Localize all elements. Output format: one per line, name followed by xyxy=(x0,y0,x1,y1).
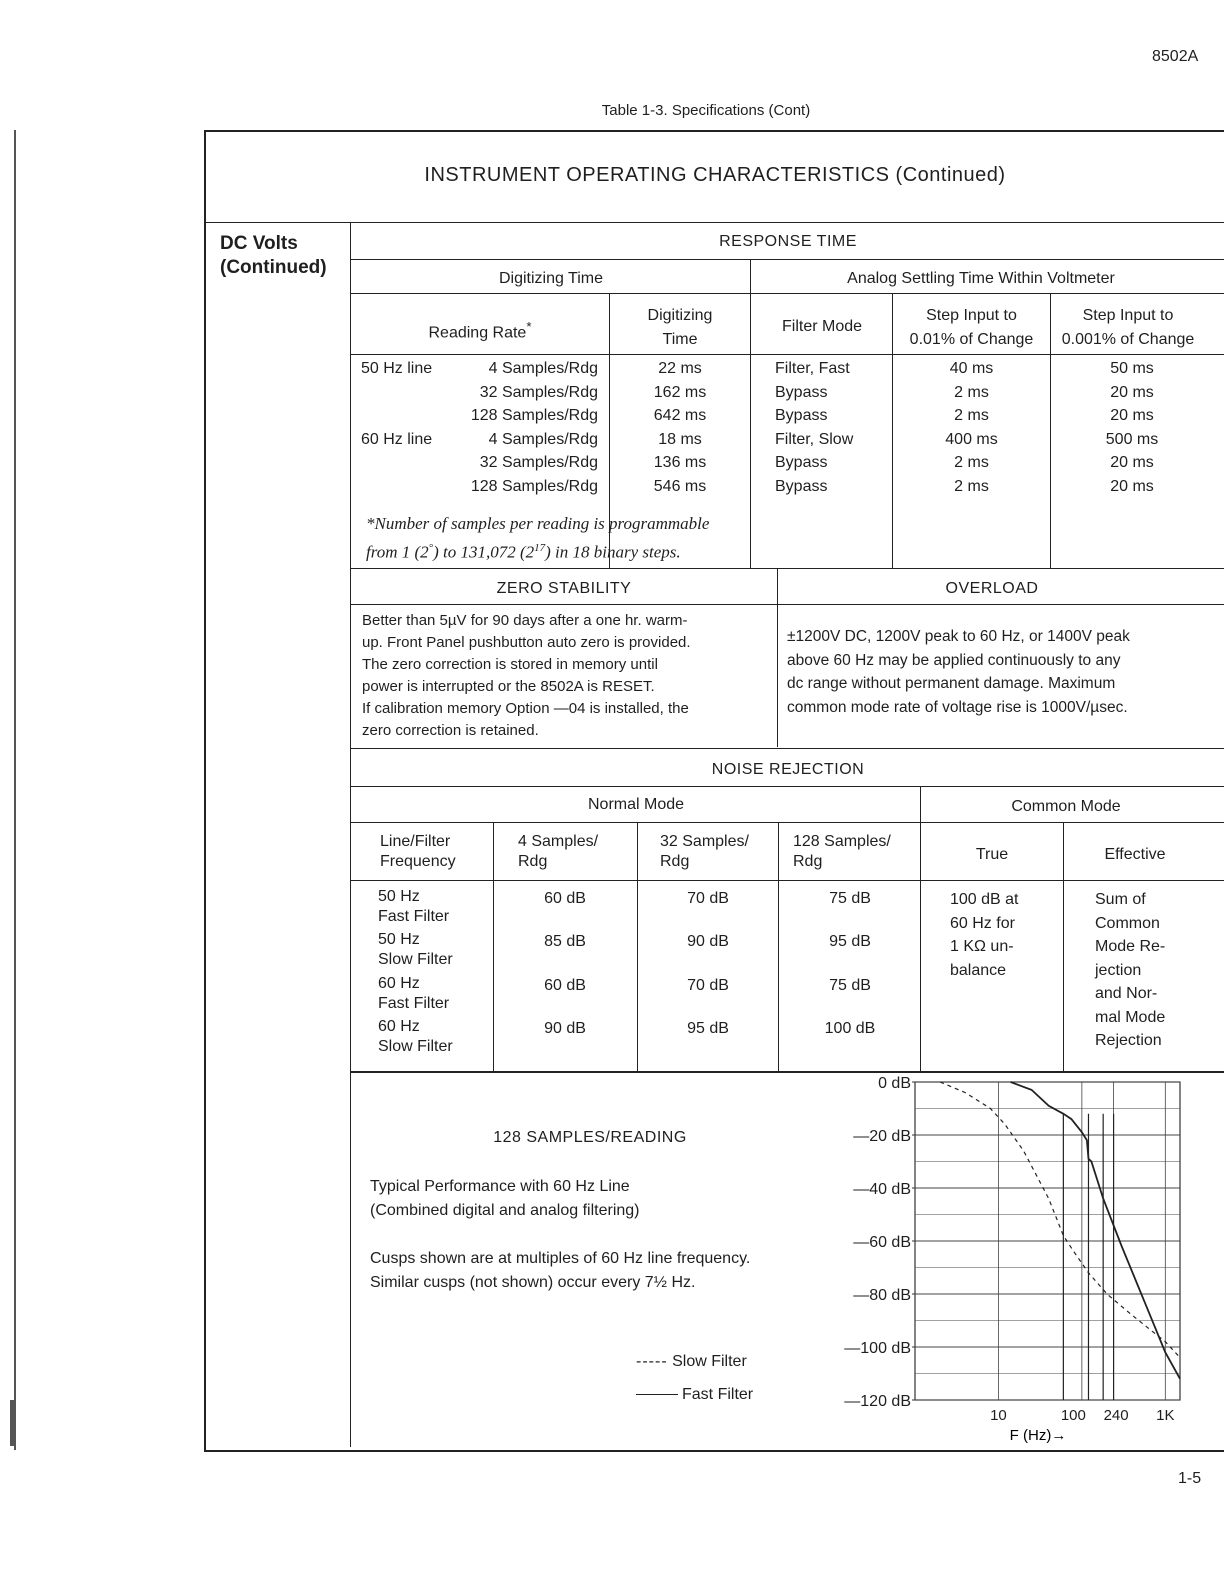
frequency-line: 50 Hz xyxy=(378,931,420,949)
samples-128-header xyxy=(793,832,919,872)
digitizing-time: 162 ms xyxy=(653,383,707,401)
filter-line: Slow Filter xyxy=(378,951,453,969)
effective-common-mode-text xyxy=(1095,888,1205,1053)
samples-32-header xyxy=(660,832,778,872)
reading-rate: 32 Samples/Rdg xyxy=(479,454,598,472)
rejection-32-samples: 70 dB xyxy=(687,890,729,907)
chart-series xyxy=(940,1082,1180,1379)
cusp-note xyxy=(370,1247,830,1295)
frequency-line: 50 Hz xyxy=(378,888,420,905)
solid-line-swatch xyxy=(636,1394,678,1395)
cell-line: mal Mode xyxy=(1095,1008,1166,1026)
step-0.001-time: 20 ms xyxy=(1110,478,1154,495)
true-header: True xyxy=(975,846,1009,863)
step-0.01-time: 2 ms xyxy=(954,383,989,401)
document-id: 8502A xyxy=(1152,48,1199,65)
paragraph-line: power is interrupted or the 8502A is RESET. xyxy=(362,678,655,695)
step-0.01-time: 40 ms xyxy=(949,360,994,377)
cell-line: Rejection xyxy=(1095,1032,1162,1049)
rejection-32-samples: 90 dB xyxy=(687,933,729,951)
line-filter-frequency xyxy=(378,887,492,927)
header-line: Digitizing xyxy=(647,307,713,324)
cell-line: 1 KΩ un- xyxy=(950,938,1014,955)
analog-settling-title: Analog Settling Time Within Voltmeter xyxy=(847,270,1115,287)
y-tick-label: —120 dB xyxy=(844,1393,911,1410)
reading-rate: 128 Samples/Rdg xyxy=(470,407,598,425)
description-line: Typical Performance with 60 Hz Line xyxy=(370,1178,630,1195)
rejection-4-samples: 90 dB xyxy=(544,1019,586,1037)
header-line: 4 Samples/ xyxy=(518,833,599,850)
footnote-marker: * xyxy=(526,319,532,334)
overload-text xyxy=(787,625,1197,719)
header-line: 0.01% of Change xyxy=(909,330,1034,348)
reading-rate: 128 Samples/Rdg xyxy=(470,478,598,495)
digitizing-time: 136 ms xyxy=(653,454,707,472)
cell-line: 60 Hz for xyxy=(950,914,1015,932)
filter-line: Fast Filter xyxy=(378,994,450,1012)
header-line: 32 Samples/ xyxy=(660,833,749,850)
header-line: Time xyxy=(662,330,698,348)
step-0.01-time: 400 ms xyxy=(945,430,998,448)
header-line: Frequency xyxy=(380,853,456,870)
true-common-mode-text xyxy=(950,888,1060,982)
x-axis-title: F (Hz)→ xyxy=(1009,1427,1067,1444)
x-tick-label: 240 xyxy=(1103,1407,1129,1424)
reading-rate: 32 Samples/Rdg xyxy=(479,383,598,401)
common-mode-title: Common Mode xyxy=(1011,798,1121,815)
y-tick-label: 0 dB xyxy=(878,1075,911,1092)
footnote-line: *Number of samples per reading is programmable xyxy=(366,514,710,533)
zero-stability-text xyxy=(362,610,766,742)
reading-rate-header xyxy=(352,315,608,345)
line-filter-frequency xyxy=(378,930,492,970)
legend-slow-filter xyxy=(636,1350,836,1374)
header-line: Rdg xyxy=(793,853,823,870)
dashed-line-swatch: ----- xyxy=(636,1353,668,1370)
cell-line: balance xyxy=(950,961,1007,979)
y-axis-labels xyxy=(844,1075,915,1410)
filter-line: Fast Filter xyxy=(378,908,450,925)
description-line: (Combined digital and analog filtering) xyxy=(370,1202,640,1219)
digitizing-time-header xyxy=(610,304,750,351)
paragraph-line: up. Front Panel pushbutton auto zero is provided. xyxy=(362,634,691,651)
footnote-line: from 1 (2°) to 131,072 $(2^{17})$ in 18 binary steps. xyxy=(366,542,681,562)
filter-mode-header: Filter Mode xyxy=(781,318,863,335)
rejection-128-samples: 100 dB xyxy=(824,1019,876,1037)
cell-line: Mode Re- xyxy=(1095,938,1166,955)
rejection-128-samples: 75 dB xyxy=(829,890,871,907)
binding-edge-mark xyxy=(10,1400,14,1446)
frequency-line: 60 Hz xyxy=(378,974,420,992)
y-tick-label: —60 dB xyxy=(853,1234,911,1251)
rejection-4-samples: 60 dB xyxy=(544,890,586,907)
paragraph-line: If calibration memory Option —04 is installed, the xyxy=(362,700,689,717)
effective-header: Effective xyxy=(1104,846,1166,863)
step-0.001-time: 20 ms xyxy=(1110,383,1154,401)
x-tick-label: 10 xyxy=(990,1407,1007,1424)
filter-line: Slow Filter xyxy=(378,1037,453,1055)
x-axis-labels xyxy=(990,1407,1174,1424)
note-line: Cusps shown are at multiples of 60 Hz line frequency. xyxy=(370,1250,751,1267)
cell-line: and Nor- xyxy=(1095,985,1158,1002)
step-0.001-time: 20 ms xyxy=(1110,454,1154,472)
line-filter-header xyxy=(380,832,492,872)
line-filter-frequency xyxy=(378,1017,492,1057)
paragraph-line: dc range without permanent damage. Maximum xyxy=(787,675,1116,692)
section-heading: INSTRUMENT OPERATING CHARACTERISTICS (Continued) xyxy=(424,164,1006,186)
paragraph-line: above 60 Hz may be applied continuously to any xyxy=(787,651,1121,669)
header-line: Rdg xyxy=(518,853,548,870)
header-line: Step Input to xyxy=(1082,307,1174,324)
digitizing-time-title: Digitizing Time xyxy=(498,270,604,287)
binding-edge-mark xyxy=(14,130,16,1450)
response-time-title: RESPONSE TIME xyxy=(719,233,857,250)
table-title: Table 1-3. Specifications (Cont) xyxy=(601,102,811,119)
line-frequency: 60 Hz line xyxy=(361,430,433,448)
step-0.01-time: 2 ms xyxy=(954,407,989,425)
chart-grid xyxy=(915,1082,1180,1400)
filter-mode: Bypass xyxy=(775,478,828,495)
reading-rate-label: Reading Rate xyxy=(428,324,527,342)
line-frequency: 50 Hz line xyxy=(361,360,433,377)
step-0.001-time: 500 ms xyxy=(1105,430,1159,448)
y-tick-label: —20 dB xyxy=(853,1128,911,1145)
y-tick-label: —40 dB xyxy=(853,1181,911,1198)
legend-label: Slow Filter xyxy=(672,1353,747,1370)
step-0.001-header xyxy=(1052,304,1204,351)
noise-rejection-title: NOISE REJECTION xyxy=(711,761,865,778)
step-0.001-time: 20 ms xyxy=(1110,407,1154,425)
filter-mode: Bypass xyxy=(775,454,828,472)
legend-fast-filter xyxy=(636,1383,836,1407)
digitizing-time: 18 ms xyxy=(658,430,702,448)
reading-rate: 4 Samples/Rdg xyxy=(488,360,598,377)
paragraph-line: zero correction is retained. xyxy=(362,722,539,739)
x-tick-label: 1K xyxy=(1156,1407,1175,1424)
dc-volts-label xyxy=(220,232,327,280)
fast-filter-curve xyxy=(1011,1082,1180,1379)
step-0.001-time: 50 ms xyxy=(1110,360,1154,377)
header-line: 128 Samples/ xyxy=(793,833,891,850)
legend-label: Fast Filter xyxy=(682,1386,754,1403)
filter-mode: Filter, Slow xyxy=(775,430,854,448)
chart-description xyxy=(370,1175,830,1223)
reading-rate: 4 Samples/Rdg xyxy=(488,430,598,448)
step-0.01-header xyxy=(894,304,1049,351)
frequency-response-chart xyxy=(820,1072,1224,1446)
slow-filter-curve xyxy=(940,1082,1180,1358)
step-0.01-time: 2 ms xyxy=(954,478,989,495)
cell-line: 100 dB at xyxy=(950,891,1019,908)
y-tick-label: —100 dB xyxy=(844,1340,911,1357)
normal-mode-title: Normal Mode xyxy=(587,796,685,813)
rejection-4-samples: 60 dB xyxy=(544,976,586,994)
left-label-line: (Continued) xyxy=(220,257,327,278)
overload-title: OVERLOAD xyxy=(945,580,1039,597)
page-number: 1-5 xyxy=(1178,1470,1202,1487)
note-line: Similar cusps (not shown) occur every 7½ Hz. xyxy=(370,1274,696,1291)
digitizing-time: 546 ms xyxy=(653,478,707,495)
rejection-4-samples: 85 dB xyxy=(544,933,586,951)
paragraph-line: Better than 5µV for 90 days after a one hr. warm- xyxy=(362,612,688,629)
cell-line: Common xyxy=(1095,914,1160,932)
frequency-line: 60 Hz xyxy=(378,1017,420,1035)
header-line: Line/Filter xyxy=(380,833,451,850)
line-filter-frequency xyxy=(378,974,492,1014)
step-0.01-time: 2 ms xyxy=(954,454,989,472)
left-label-line: DC Volts xyxy=(220,233,298,254)
reading-rate-footnote xyxy=(366,512,766,565)
samples-4-header xyxy=(518,832,636,872)
header-line: Rdg xyxy=(660,853,690,870)
digitizing-time: 22 ms xyxy=(658,360,702,377)
paragraph-line: The zero correction is stored in memory until xyxy=(362,656,658,673)
paragraph-line: common mode rate of voltage rise is 1000V/µsec. xyxy=(787,698,1128,716)
cell-line: jection xyxy=(1095,961,1142,979)
rejection-128-samples: 75 dB xyxy=(829,976,871,994)
filter-mode: Filter, Fast xyxy=(775,360,850,377)
header-line: Step Input to xyxy=(926,307,1017,324)
rejection-128-samples: 95 dB xyxy=(829,933,871,951)
digitizing-time: 642 ms xyxy=(653,407,707,425)
zero-stability-title: ZERO STABILITY xyxy=(496,580,632,597)
rejection-32-samples: 95 dB xyxy=(687,1019,729,1037)
chart-title: 128 SAMPLES/READING xyxy=(493,1129,687,1146)
y-tick-label: —80 dB xyxy=(853,1287,911,1304)
filter-mode: Bypass xyxy=(775,407,828,425)
cell-line: Sum of xyxy=(1095,891,1146,908)
paragraph-line: ±1200V DC, 1200V peak to 60 Hz, or 1400V peak xyxy=(787,628,1130,645)
filter-mode: Bypass xyxy=(775,383,828,401)
rejection-32-samples: 70 dB xyxy=(687,976,729,994)
x-tick-label: 100 xyxy=(1060,1407,1086,1424)
header-line: 0.001% of Change xyxy=(1061,330,1195,348)
